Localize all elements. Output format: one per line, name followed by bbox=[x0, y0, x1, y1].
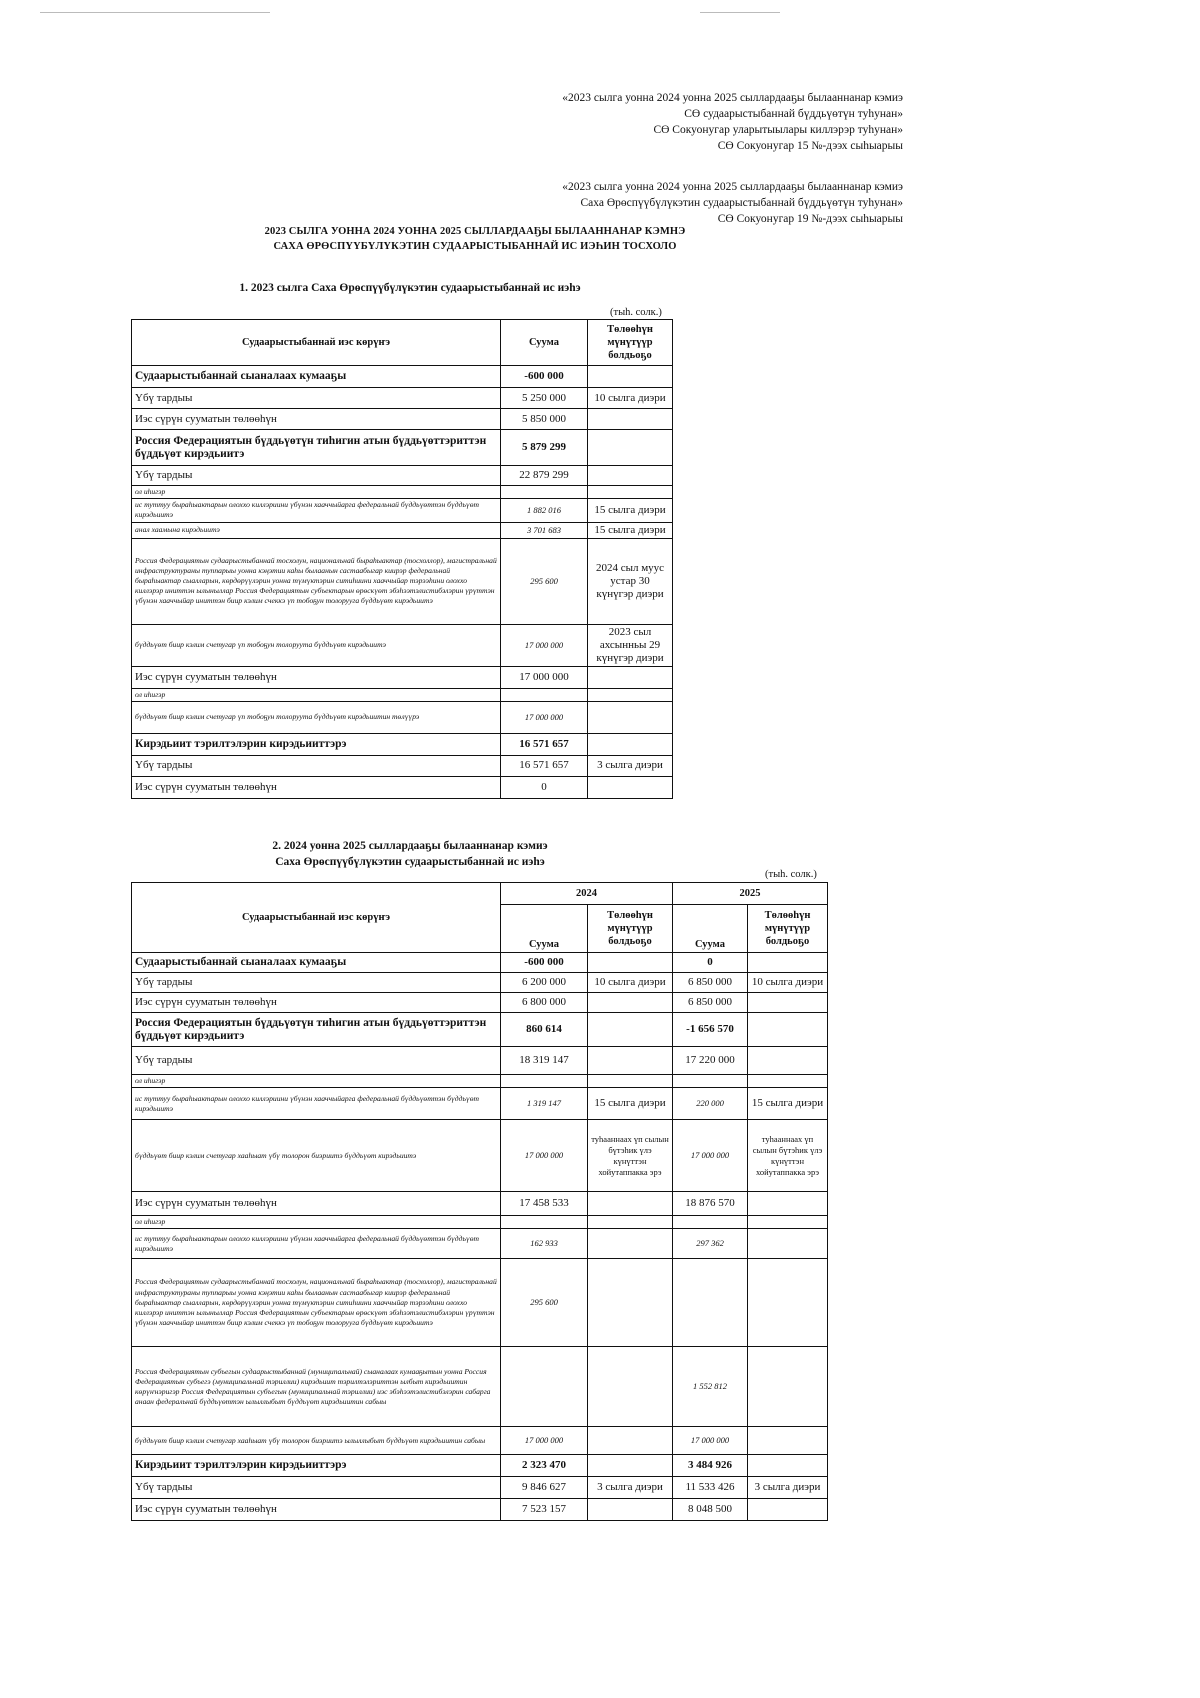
row-term: 15 сылга диэри bbox=[588, 522, 673, 538]
row-term bbox=[588, 430, 673, 466]
scan-noise bbox=[40, 12, 270, 13]
row-name: Россия Федерациятын бүддьүөтүн тиһигин атын бүддьүөттэриттэн бүддьүөт кирэдьиитэ bbox=[132, 1013, 501, 1047]
row-term bbox=[588, 486, 673, 499]
table-row bbox=[132, 538, 673, 624]
table-row bbox=[132, 1216, 828, 1229]
row-term-2024 bbox=[588, 1427, 673, 1455]
row-sum-2025: 220 000 bbox=[673, 1088, 748, 1120]
row-name: ол иһигэр bbox=[132, 486, 501, 499]
row-term-2024 bbox=[588, 1013, 673, 1047]
row-name: Иэс сүрүн сууматын төлөөһүн bbox=[132, 776, 501, 798]
row-name: ол иһигэр bbox=[132, 1216, 501, 1229]
table-row bbox=[132, 1477, 828, 1499]
approval-line: Саха Өрөспүүбүлүкэтин судаарыстыбаннай бүддьүөтүн туһунан» bbox=[580, 197, 903, 209]
row-term-2025 bbox=[748, 1075, 828, 1088]
row-term-2025 bbox=[748, 1259, 828, 1347]
row-sum-2025: 0 bbox=[673, 953, 748, 973]
header-row bbox=[132, 883, 828, 905]
table-row bbox=[132, 1347, 828, 1427]
row-name: Россия Федерациятын судаарыстыбаннай тосхолун, национальнай быраһыактар (тосхоллор), магистральнай инфраструктураны туппарыы уонна кэңэтии каһы былаанын састаабыгар киирэр федеральнай быраһыактар сыалларын, көрдөрүүлэрин уонна түмүктэрин ситиһиини хааччыйар тэрээһини олоххо киллэрэр иниттэн ылыныллар Россия Федерациятын субъектарын өрөскүөт эбэһээтэлистибэлэрин үрүттэн үбүнэн хааччыйар иниттэн биир кэлим счеккэ үп тобоҕун толорууга бүддьүөт кирэдьиитэ bbox=[132, 1259, 501, 1347]
row-sum: 0 bbox=[501, 776, 588, 798]
document-title-line: САХА ӨРӨСПҮҮБҮЛҮКЭТИН СУДААРЫСТЫБАННАЙ ИС ИЭҺИН ТОСХОЛО bbox=[273, 241, 677, 252]
table-row bbox=[132, 522, 673, 538]
row-name: бүддьүөт биир кэлим счетугар хааһыат үбү толорон биэриитэ ылыллыбыт бүддьүөт кирэдьиитин сабыы bbox=[132, 1427, 501, 1455]
row-term: 10 сылга диэри bbox=[588, 388, 673, 409]
table-row bbox=[132, 688, 673, 701]
row-term-2024 bbox=[588, 1229, 673, 1259]
row-sum bbox=[501, 486, 588, 499]
table-row bbox=[132, 624, 673, 666]
approval-block-2 bbox=[562, 179, 903, 227]
row-sum-2024: 9 846 627 bbox=[501, 1477, 588, 1499]
row-term-2025 bbox=[748, 1047, 828, 1075]
table-row bbox=[132, 1047, 828, 1075]
row-sum-2025: 11 533 426 bbox=[673, 1477, 748, 1499]
approval-line: «2023 сылга уонна 2024 уонна 2025 сыллардааҕы былааннанар кэмиэ bbox=[562, 181, 903, 193]
header-row bbox=[132, 320, 673, 366]
row-sum-2024 bbox=[501, 1347, 588, 1427]
row-term: 3 сылга диэри bbox=[588, 755, 673, 776]
approval-line: СӨ Сокуонугар уларытыылары киллэрэр туһунан» bbox=[653, 124, 903, 136]
row-sum-2024: 7 523 157 bbox=[501, 1499, 588, 1521]
row-sum-2024: 6 800 000 bbox=[501, 993, 588, 1013]
row-term-2024 bbox=[588, 1499, 673, 1521]
row-sum: 17 000 000 bbox=[501, 701, 588, 733]
row-term-2025: туһааннаах үп сылын бүтэһик үлэ күнүттэн хойутаппакка эрэ bbox=[748, 1120, 828, 1192]
row-term-2024 bbox=[588, 1047, 673, 1075]
row-name: ис туттуу быраһыактарын олоххо киллэриини үбүнэн хааччыйарга федеральнай бүддьүөттэн бүддьүөт кирэдьиитэ bbox=[132, 1229, 501, 1259]
table-row bbox=[132, 1013, 828, 1047]
row-name: Иэс сүрүн сууматын төлөөһүн bbox=[132, 409, 501, 430]
row-name: Судаарыстыбаннай сыаналаах кумааҕы bbox=[132, 366, 501, 388]
row-sum-2024: 1 319 147 bbox=[501, 1088, 588, 1120]
row-sum-2024: 17 000 000 bbox=[501, 1427, 588, 1455]
row-sum-2025 bbox=[673, 1075, 748, 1088]
row-sum: 5 879 299 bbox=[501, 430, 588, 466]
section-1-title: 1. 2023 сылга Саха Өрөспүүбүлүкэтин судаарыстыбаннай ис иэһэ bbox=[239, 282, 581, 294]
row-term-2025: 15 сылга диэри bbox=[748, 1088, 828, 1120]
approval-line: «2023 сылга уонна 2024 уонна 2025 сыллардааҕы былааннанар кэмиэ bbox=[562, 92, 903, 104]
row-term-2025: 10 сылга диэри bbox=[748, 973, 828, 993]
table-row bbox=[132, 973, 828, 993]
row-sum-2025: -1 656 570 bbox=[673, 1013, 748, 1047]
row-term-2025 bbox=[748, 1192, 828, 1216]
row-sum: 17 000 000 bbox=[501, 666, 588, 688]
table-row bbox=[132, 366, 673, 388]
row-sum-2025: 6 850 000 bbox=[673, 973, 748, 993]
row-sum-2025: 1 552 812 bbox=[673, 1347, 748, 1427]
row-term bbox=[588, 466, 673, 486]
table-row bbox=[132, 1120, 828, 1192]
row-name: Иэс сүрүн сууматын төлөөһүн bbox=[132, 993, 501, 1013]
row-sum-2024: 6 200 000 bbox=[501, 973, 588, 993]
row-sum: 5 850 000 bbox=[501, 409, 588, 430]
table-row bbox=[132, 666, 673, 688]
table-row bbox=[132, 701, 673, 733]
row-term-2024: 15 сылга диэри bbox=[588, 1088, 673, 1120]
table-row bbox=[132, 409, 673, 430]
row-sum-2024: 17 458 533 bbox=[501, 1192, 588, 1216]
row-name: ис туттуу быраһыактарын олоххо киллэриини үбүнэн хааччыйарга федеральнай бүддьүөттэн бүддьүөт кирэдьиитэ bbox=[132, 499, 501, 522]
table-row bbox=[132, 1427, 828, 1455]
row-sum: -600 000 bbox=[501, 366, 588, 388]
header-term: Төлөөһүн мүнүтүүр болдьоҕо bbox=[588, 320, 673, 366]
row-name: анал хаамына кирэдьиитэ bbox=[132, 522, 501, 538]
row-term-2025 bbox=[748, 1013, 828, 1047]
row-name: Россия Федерациятын субъегын судаарыстыбаннай (муниципальнай) сыаналаах кумааҕытын уонна Россия Федерациятын субъегэ (муниципальнай тэриллии) кирэдьиит тэрилтэлэриттэн ылбыт кирэдьиитин көрүҥнэригэр Россия Федерациятын субъегын (муниципальнай тэриллии) иэс эбэһээтэлистибэлэрин сабарга анаан федеральнай бүддьүөттэн ылыллыбыт бүддьүөт кирэдьиитин сабыы bbox=[132, 1347, 501, 1427]
section-1-unit: (тыһ. солк.) bbox=[610, 307, 662, 318]
row-term: 15 сылга диэри bbox=[588, 499, 673, 522]
row-term-2024 bbox=[588, 1192, 673, 1216]
table-row bbox=[132, 1088, 828, 1120]
row-name: Иэс сүрүн сууматын төлөөһүн bbox=[132, 666, 501, 688]
row-name: Иэс сүрүн сууматын төлөөһүн bbox=[132, 1192, 501, 1216]
table-row bbox=[132, 499, 673, 522]
row-sum: 16 571 657 bbox=[501, 733, 588, 755]
table-row bbox=[132, 1455, 828, 1477]
row-sum: 22 879 299 bbox=[501, 466, 588, 486]
row-term-2024: 3 сылга диэри bbox=[588, 1477, 673, 1499]
row-sum-2024: 18 319 147 bbox=[501, 1047, 588, 1075]
header-sum: Суума bbox=[501, 320, 588, 366]
table-row bbox=[132, 1229, 828, 1259]
row-name: ис туттуу быраһыактарын олоххо киллэриини үбүнэн хааччыйарга федеральнай бүддьүөттэн бүддьүөт кирэдьиитэ bbox=[132, 1088, 501, 1120]
table-row bbox=[132, 388, 673, 409]
section-2-title bbox=[180, 838, 640, 870]
row-term bbox=[588, 733, 673, 755]
table-row bbox=[132, 430, 673, 466]
header-sum: Суума bbox=[673, 905, 748, 953]
row-sum: 16 571 657 bbox=[501, 755, 588, 776]
row-name: Россия Федерациятын бүддьүөтүн тиһигин атын бүддьүөттэриттэн бүддьүөт кирэдьиитэ bbox=[132, 430, 501, 466]
row-term bbox=[588, 666, 673, 688]
row-term-2024 bbox=[588, 1259, 673, 1347]
row-sum-2024: 295 600 bbox=[501, 1259, 588, 1347]
row-term: 2024 сыл муус устар 30 күнүгэр диэри bbox=[588, 538, 673, 624]
table-row bbox=[132, 993, 828, 1013]
row-term: 2023 сыл ахсынньы 29 күнүгэр диэри bbox=[588, 624, 673, 666]
row-sum-2025: 17 220 000 bbox=[673, 1047, 748, 1075]
section-2-unit: (тыһ. солк.) bbox=[765, 869, 817, 880]
row-sum: 5 250 000 bbox=[501, 388, 588, 409]
row-sum-2025: 8 048 500 bbox=[673, 1499, 748, 1521]
row-sum-2025: 18 876 570 bbox=[673, 1192, 748, 1216]
row-name: Үбү тардыы bbox=[132, 466, 501, 486]
section-2-title-line: 2. 2024 уонна 2025 сыллардааҕы былааннанар кэмиэ bbox=[272, 840, 548, 852]
row-sum: 295 600 bbox=[501, 538, 588, 624]
row-sum: 1 882 016 bbox=[501, 499, 588, 522]
row-name: Үбү тардыы bbox=[132, 755, 501, 776]
row-name: ол иһигэр bbox=[132, 1075, 501, 1088]
header-term: Төлөөһүн мүнүтүүр болдьоҕо bbox=[748, 905, 828, 953]
approval-line: СӨ Сокуонугар 15 №-дээх сыһыарыы bbox=[717, 140, 903, 152]
row-term-2024 bbox=[588, 993, 673, 1013]
row-sum-2025: 17 000 000 bbox=[673, 1120, 748, 1192]
approval-block-1 bbox=[562, 90, 903, 154]
row-sum-2025: 3 484 926 bbox=[673, 1455, 748, 1477]
row-sum: 3 701 683 bbox=[501, 522, 588, 538]
row-name: бүддьүөт биир кэлим счетугар хааһыат үбү толорон биэриитэ бүддьүөт кирэдьиитэ bbox=[132, 1120, 501, 1192]
row-term-2024 bbox=[588, 1075, 673, 1088]
row-term-2025: 3 сылга диэри bbox=[748, 1477, 828, 1499]
section-2-title-line: Саха Өрөспүүбүлүкэтин судаарыстыбаннай ис иэһэ bbox=[275, 856, 545, 868]
row-name: Үбү тардыы bbox=[132, 973, 501, 993]
row-term-2025 bbox=[748, 1216, 828, 1229]
table-row bbox=[132, 953, 828, 973]
header-year-2025: 2025 bbox=[673, 883, 828, 905]
header-sum: Суума bbox=[501, 905, 588, 953]
approval-line: СӨ Сокуонугар 19 №-дээх сыһыарыы bbox=[717, 213, 903, 225]
row-term-2024 bbox=[588, 1455, 673, 1477]
row-name: бүддьүөт биир кэлим счетугар үп тобоҕун толоруута бүддьүөт кирэдьиитин төлүүрэ bbox=[132, 701, 501, 733]
row-term bbox=[588, 701, 673, 733]
section-1-table bbox=[131, 319, 673, 799]
row-sum-2024: 162 933 bbox=[501, 1229, 588, 1259]
row-sum-2025 bbox=[673, 1216, 748, 1229]
row-name: Судаарыстыбаннай сыаналаах кумааҕы bbox=[132, 953, 501, 973]
row-name: Кирэдьиит тэрилтэлэрин кирэдьииттэрэ bbox=[132, 733, 501, 755]
row-term bbox=[588, 409, 673, 430]
row-term-2025 bbox=[748, 1229, 828, 1259]
row-term-2025 bbox=[748, 993, 828, 1013]
table-row bbox=[132, 1259, 828, 1347]
row-name: Кирэдьиит тэрилтэлэрин кирэдьииттэрэ bbox=[132, 1455, 501, 1477]
row-name: Үбү тардыы bbox=[132, 1047, 501, 1075]
row-name: Иэс сүрүн сууматын төлөөһүн bbox=[132, 1499, 501, 1521]
table-row bbox=[132, 486, 673, 499]
row-term-2024: 10 сылга диэри bbox=[588, 973, 673, 993]
row-term bbox=[588, 688, 673, 701]
row-sum-2024: 17 000 000 bbox=[501, 1120, 588, 1192]
row-name: ол иһигэр bbox=[132, 688, 501, 701]
row-term-2024 bbox=[588, 953, 673, 973]
row-sum-2025 bbox=[673, 1259, 748, 1347]
row-term-2024 bbox=[588, 1347, 673, 1427]
row-sum-2025: 17 000 000 bbox=[673, 1427, 748, 1455]
row-name: Үбү тардыы bbox=[132, 388, 501, 409]
row-sum: 17 000 000 bbox=[501, 624, 588, 666]
approval-line: СӨ судаарыстыбаннай бүддьүөтүн туһунан» bbox=[684, 108, 903, 120]
row-name: бүддьүөт биир кэлим счетугар үп тобоҕун толоруута бүддьүөт кирэдьиитэ bbox=[132, 624, 501, 666]
row-term-2024: туһааннаах үп сылын бүтэһик үлэ күнүттэн хойутаппакка эрэ bbox=[588, 1120, 673, 1192]
row-sum-2025: 6 850 000 bbox=[673, 993, 748, 1013]
row-sum-2024: 860 614 bbox=[501, 1013, 588, 1047]
table-row bbox=[132, 733, 673, 755]
header-term: Төлөөһүн мүнүтүүр болдьоҕо bbox=[588, 905, 673, 953]
row-term bbox=[588, 776, 673, 798]
row-term-2025 bbox=[748, 1427, 828, 1455]
document-title-line: 2023 СЫЛГА УОННА 2024 УОННА 2025 СЫЛЛАРДААҔЫ БЫЛААННАНАР КЭМНЭ bbox=[264, 226, 686, 237]
row-term-2024 bbox=[588, 1216, 673, 1229]
row-sum bbox=[501, 688, 588, 701]
section-2-table bbox=[131, 882, 828, 1521]
table-row bbox=[132, 1075, 828, 1088]
row-name: Үбү тардыы bbox=[132, 1477, 501, 1499]
row-term-2025 bbox=[748, 953, 828, 973]
row-term-2025 bbox=[748, 1347, 828, 1427]
row-name: Россия Федерациятын судаарыстыбаннай тосхолун, национальнай быраһыактар (тосхоллор), магистральнай инфраструктураны туппарыы уонна кэңэтии каһы былаанын састаабыгар киирэр федеральнай быраһыактар сыалларын, көрдөрүүлэрин уонна түмүктэрин ситиһиини хааччыйар тэрээһини олоххо киллэрэр иниттэн ылыныллар Россия Федерациятын субъектарын өрөскүөт эбэһээтэлистибэлэрин үрүттэн үбүнэн хааччыйар иниттэн биир кэлим счеккэ үп тобоҕун толорууга бүддьүөт кирэдьиитэ bbox=[132, 538, 501, 624]
header-year-2024: 2024 bbox=[501, 883, 673, 905]
row-sum-2024 bbox=[501, 1216, 588, 1229]
row-term bbox=[588, 366, 673, 388]
row-term-2025 bbox=[748, 1499, 828, 1521]
table-row bbox=[132, 1499, 828, 1521]
row-sum-2024 bbox=[501, 1075, 588, 1088]
document-title bbox=[245, 224, 705, 254]
header-type: Судаарыстыбаннай иэс көрүҥэ bbox=[132, 320, 501, 366]
scan-noise bbox=[700, 12, 780, 13]
table-row bbox=[132, 776, 673, 798]
table-row bbox=[132, 1192, 828, 1216]
row-term-2025 bbox=[748, 1455, 828, 1477]
row-sum-2025: 297 362 bbox=[673, 1229, 748, 1259]
table-row bbox=[132, 466, 673, 486]
header-type: Судаарыстыбаннай иэс көрүҥэ bbox=[132, 883, 501, 953]
row-sum-2024: 2 323 470 bbox=[501, 1455, 588, 1477]
row-sum-2024: -600 000 bbox=[501, 953, 588, 973]
table-row bbox=[132, 755, 673, 776]
